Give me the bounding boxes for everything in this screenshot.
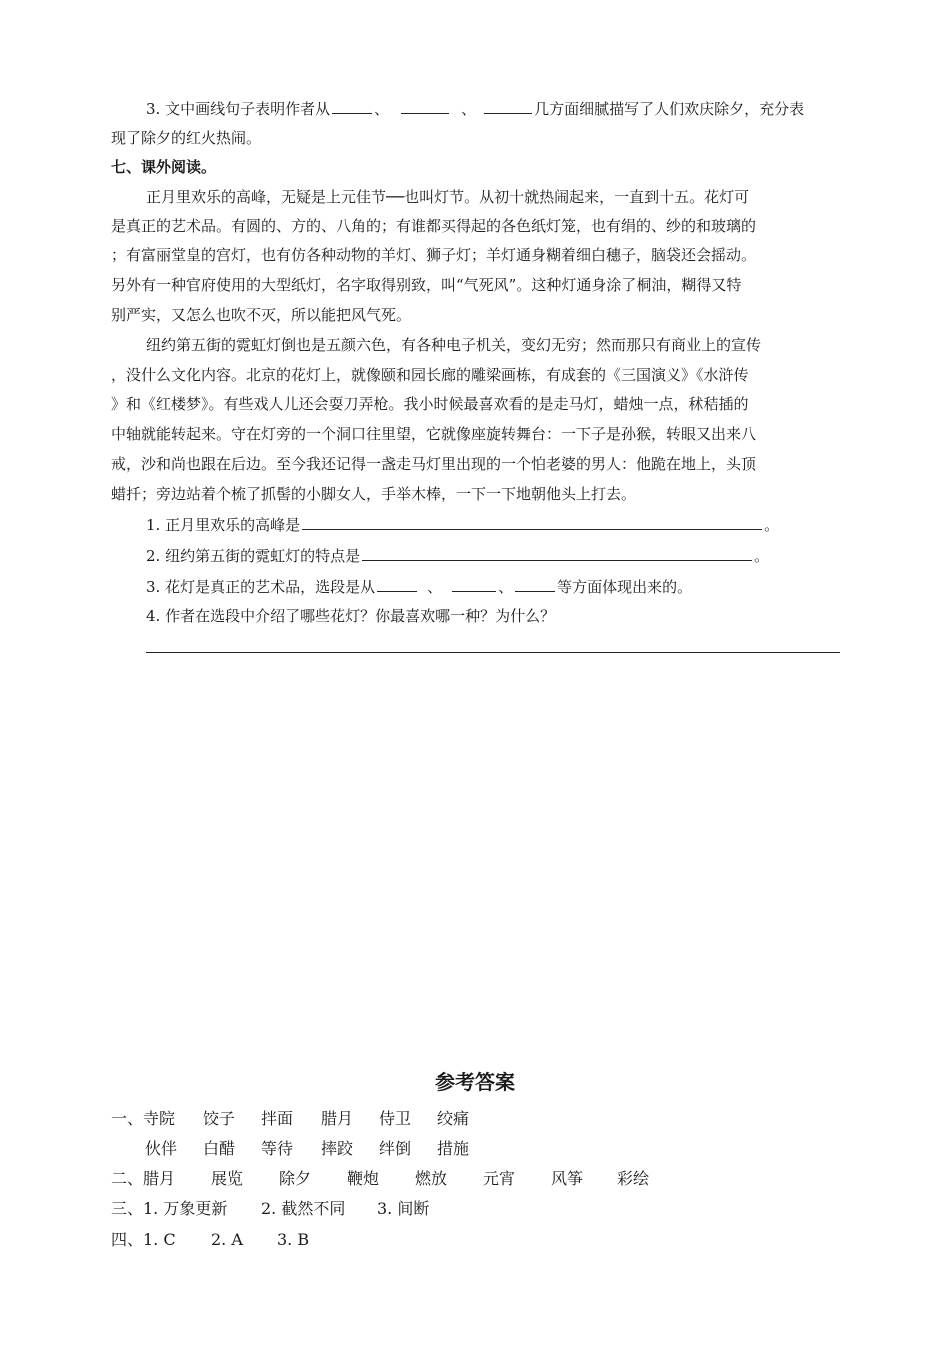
answers-row-5 (111, 1229, 309, 1251)
question-3-after: 等方面体现出来的。 (557, 578, 693, 596)
answer-item: 拌面 (261, 1109, 294, 1128)
answer-item: 等待 (261, 1139, 294, 1158)
answer-line[interactable] (146, 652, 840, 653)
paragraph2-line: 戒，沙和尚也跟在后边。至今我还记得一盏走马灯里出现的一个怕老婆的男人：他跪在地上，头顶 (111, 455, 757, 473)
answers-row-2 (145, 1138, 469, 1160)
question-1 (146, 514, 779, 535)
answer-item: 四、1. C (111, 1230, 176, 1249)
paragraph1-line: 别严实，又怎么也吹不灭，所以能把风气死。 (111, 306, 412, 324)
answer-blank[interactable] (377, 576, 417, 592)
answers-row-3 (111, 1168, 649, 1190)
question-1-text: 1. 正月里欢乐的高峰是 (146, 516, 301, 534)
answer-item: 三、1. 万象更新 (111, 1199, 228, 1218)
answer-item: 2. A (211, 1230, 243, 1249)
answer-item: 二、腊月 (111, 1169, 176, 1188)
part6-q3-text: 3. 文中画线句子表明作者从 (146, 100, 331, 118)
question-4: 4. 作者在选段中介绍了哪些花灯？你最喜欢哪一种？为什么？ (146, 607, 556, 625)
paragraph2-line: 蜡扦；旁边站着个梳了抓髻的小脚女人，手举木棒，一下一下地朝他头上打去。 (111, 485, 637, 503)
separator: 、 (427, 578, 443, 596)
question-1-end: 。 (764, 516, 780, 534)
answer-item: 腊月 (321, 1109, 354, 1128)
paragraph2-line: 中轴就能转起来。守在灯旁的一个洞口往里望，它就像座旋转舞台：一下子是孙猴，转眼又出来八 (111, 425, 757, 443)
paragraph1-line: 另外有一种官府使用的大型纸灯，名字取得别致，叫“气死风”。这种灯通身涂了桐油，糊得又特 (111, 276, 742, 294)
answer-item: 彩绘 (617, 1169, 650, 1188)
answer-item: 一、寺院 (111, 1109, 176, 1128)
answer-item: 除夕 (279, 1169, 312, 1188)
answer-blank[interactable] (484, 98, 532, 114)
part6-q3-text-after: 几方面细腻描写了人们欢庆除夕，充分表 (534, 100, 805, 118)
answer-item: 措施 (437, 1139, 470, 1158)
answer-item: 风筝 (551, 1169, 584, 1188)
answers-row-1 (111, 1108, 469, 1130)
answers-title: 参考答案 (435, 1070, 515, 1094)
answer-blank[interactable] (302, 514, 762, 530)
separator: 、 (374, 100, 390, 118)
part6-q3-line1 (146, 98, 804, 119)
question-3-text: 3. 花灯是真正的艺术品，选段是从 (146, 578, 376, 596)
answer-item: 饺子 (203, 1109, 236, 1128)
answer-item: 绞痛 (437, 1109, 470, 1128)
answer-blank[interactable] (452, 576, 496, 592)
answer-item: 侍卫 (379, 1109, 412, 1128)
section-heading: 七、课外阅读。 (111, 158, 217, 176)
answer-item: 元宵 (483, 1169, 516, 1188)
paragraph2-line: 纽约第五街的霓虹灯倒也是五颜六色，有各种电子机关，变幻无穷；然而那只有商业上的宣传 (146, 336, 762, 354)
answer-item: 3. 间断 (377, 1199, 430, 1218)
question-2-end: 。 (754, 547, 770, 565)
answer-item: 白醋 (203, 1139, 236, 1158)
question-2 (146, 545, 769, 566)
answer-item: 2. 截然不同 (261, 1199, 346, 1218)
answer-blank[interactable] (362, 545, 752, 561)
answer-item: 伙伴 (145, 1139, 178, 1158)
answer-blank[interactable] (515, 576, 555, 592)
answer-item: 摔跤 (321, 1139, 354, 1158)
paragraph1-line: 正月里欢乐的高峰，无疑是上元佳节──也叫灯节。从初十就热闹起来，一直到十五。花灯可 (146, 188, 750, 206)
answers-row-4 (111, 1198, 429, 1220)
answer-item: 鞭炮 (347, 1169, 380, 1188)
part6-q3-line2: 现了除夕的红火热闹。 (111, 129, 262, 147)
answer-blank[interactable] (401, 98, 449, 114)
paragraph2-line: 》和《红楼梦》。有些戏人儿还会耍刀弄枪。我小时候最喜欢看的是走马灯，蜡烛一点，秫秸插的 (111, 395, 749, 413)
paragraph1-line: ；有富丽堂皇的宫灯，也有仿各种动物的羊灯、狮子灯；羊灯通身糊着细白穗子，脑袋还会摇动。 (111, 246, 757, 264)
answer-item: 3. B (277, 1230, 310, 1249)
separator: 、 (498, 578, 514, 596)
answer-blank[interactable] (332, 98, 372, 114)
answer-item: 展览 (211, 1169, 244, 1188)
question-2-text: 2. 纽约第五街的霓虹灯的特点是 (146, 547, 361, 565)
paragraph2-line: ，没什么文化内容。北京的花灯上，就像颐和园长廊的雕梁画栋，有成套的《三国演义》《水浒传 (111, 366, 749, 384)
paragraph1-line: 是真正的艺术品。有圆的、方的、八角的；有谁都买得起的各色纸灯笼，也有绢的、纱的和玻璃的 (111, 217, 757, 235)
answer-item: 绊倒 (379, 1139, 412, 1158)
answer-item: 燃放 (415, 1169, 448, 1188)
question-3 (146, 576, 692, 597)
separator: 、 (461, 100, 477, 118)
